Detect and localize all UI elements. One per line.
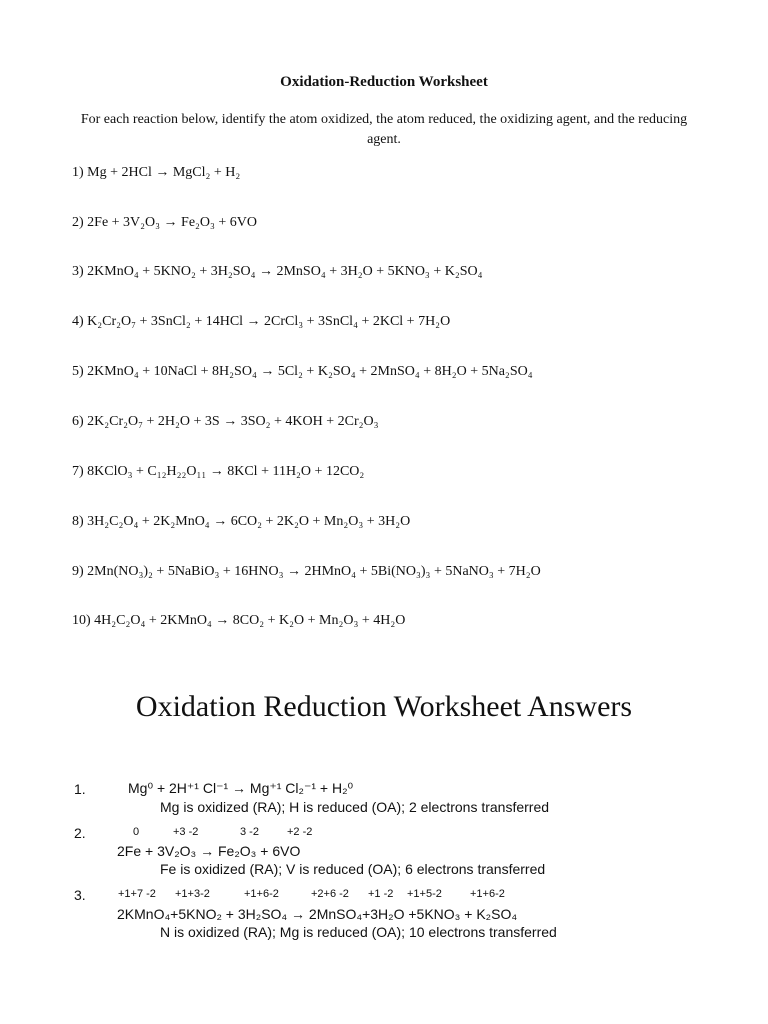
answer-3-number: 3. — [74, 887, 86, 903]
answer-3-equation: 2KMnO₄+5KNO₂ + 3H₂SO₄ → 2MnSO₄+3H₂O +5KNO₃ + K₂SO₄ — [117, 906, 518, 922]
answer-3-ox-state: +1+6-2 — [470, 888, 505, 900]
answer-1-number: 1. — [74, 781, 86, 797]
reaction-10: 10) 4H₂C₂O₄ + 2KMnO₄ → 8CO₂ + K₂O + Mn₂O₃ + 4H₂O — [72, 613, 406, 628]
answer-3-ox-state: +2+6 -2 — [311, 888, 349, 900]
answers-title: Oxidation Reduction Worksheet Answers — [135, 690, 633, 723]
answer-3-ox-state: +1 -2 — [368, 888, 394, 900]
reaction-6: 6) 2K₂Cr₂O₇ + 2H₂O + 3S → 3SO₂ + 4KOH + 2Cr₂O₃ — [72, 414, 379, 429]
reaction-5: 5) 2KMnO₄ + 10NaCl + 8H₂SO₄ → 5Cl₂ + K₂SO₄ + 2MnSO₄ + 8H₂O + 5Na₂SO₄ — [72, 364, 533, 379]
answer-3-ox-state: +1+7 -2 — [118, 888, 156, 900]
answer-2-ox-state: 3 -2 — [240, 826, 259, 838]
answer-2-ox-state: 0 — [133, 826, 140, 838]
reaction-1: 1) Mg + 2HCl → MgCl₂ + H₂ — [72, 165, 241, 180]
answer-3-ox-state: +1+5-2 — [407, 888, 442, 900]
answer-3-ox-state: +1+3-2 — [175, 888, 210, 900]
reaction-9: 9) 2Mn(NO₃)₂ + 5NaBiO₃ + 16HNO₃ → 2HMnO₄ + 5Bi(NO₃)₃ + 5NaNO₃ + 7H₂O — [72, 564, 541, 579]
answer-2-equation: 2Fe + 3V₂O₃ → Fe₂O₃ + 6VO — [117, 843, 301, 859]
reaction-7: 7) 8KClO₃ + C₁₂H₂₂O₁₁ → 8KCl + 11H₂O + 12CO₂ — [72, 464, 365, 479]
answer-2-description: Fe is oxidized (RA); V is reduced (OA); 6 electrons transferred — [160, 861, 546, 877]
answer-3-ox-state: +1+6-2 — [244, 888, 279, 900]
answer-2-ox-state: +2 -2 — [287, 826, 313, 838]
answer-1-equation: Mg⁰ + 2H⁺¹ Cl⁻¹ → Mg⁺¹ Cl₂⁻¹ + H₂⁰ — [128, 780, 354, 796]
answer-3-description: N is oxidized (RA); Mg is reduced (OA); 10 electrons transferred — [160, 924, 557, 940]
reaction-2: 2) 2Fe + 3V₂O₃ → Fe₂O₃ + 6VO — [72, 215, 258, 230]
answer-1-description: Mg is oxidized (RA); H is reduced (OA); 2 electrons transferred — [160, 799, 550, 815]
worksheet-instructions: For each reaction below, identify the atom oxidized, the atom reduced, the oxidizing agent, and the reducing agent. — [80, 112, 688, 147]
reaction-3: 3) 2KMnO₄ + 5KNO₂ + 3H₂SO₄ → 2MnSO₄ + 3H₂O + 5KNO₃ + K₂SO₄ — [72, 264, 483, 279]
answer-2-ox-state: +3 -2 — [173, 826, 199, 838]
reaction-8: 8) 3H₂C₂O₄ + 2K₂MnO₄ → 6CO₂ + 2K₂O + Mn₂O₃ + 3H₂O — [72, 514, 411, 529]
answer-2-number: 2. — [74, 825, 86, 841]
worksheet-title: Oxidation-Reduction Worksheet — [280, 74, 488, 90]
reaction-4: 4) K₂Cr₂O₇ + 3SnCl₂ + 14HCl → 2CrCl₃ + 3SnCl₄ + 2KCl + 7H₂O — [72, 314, 451, 329]
